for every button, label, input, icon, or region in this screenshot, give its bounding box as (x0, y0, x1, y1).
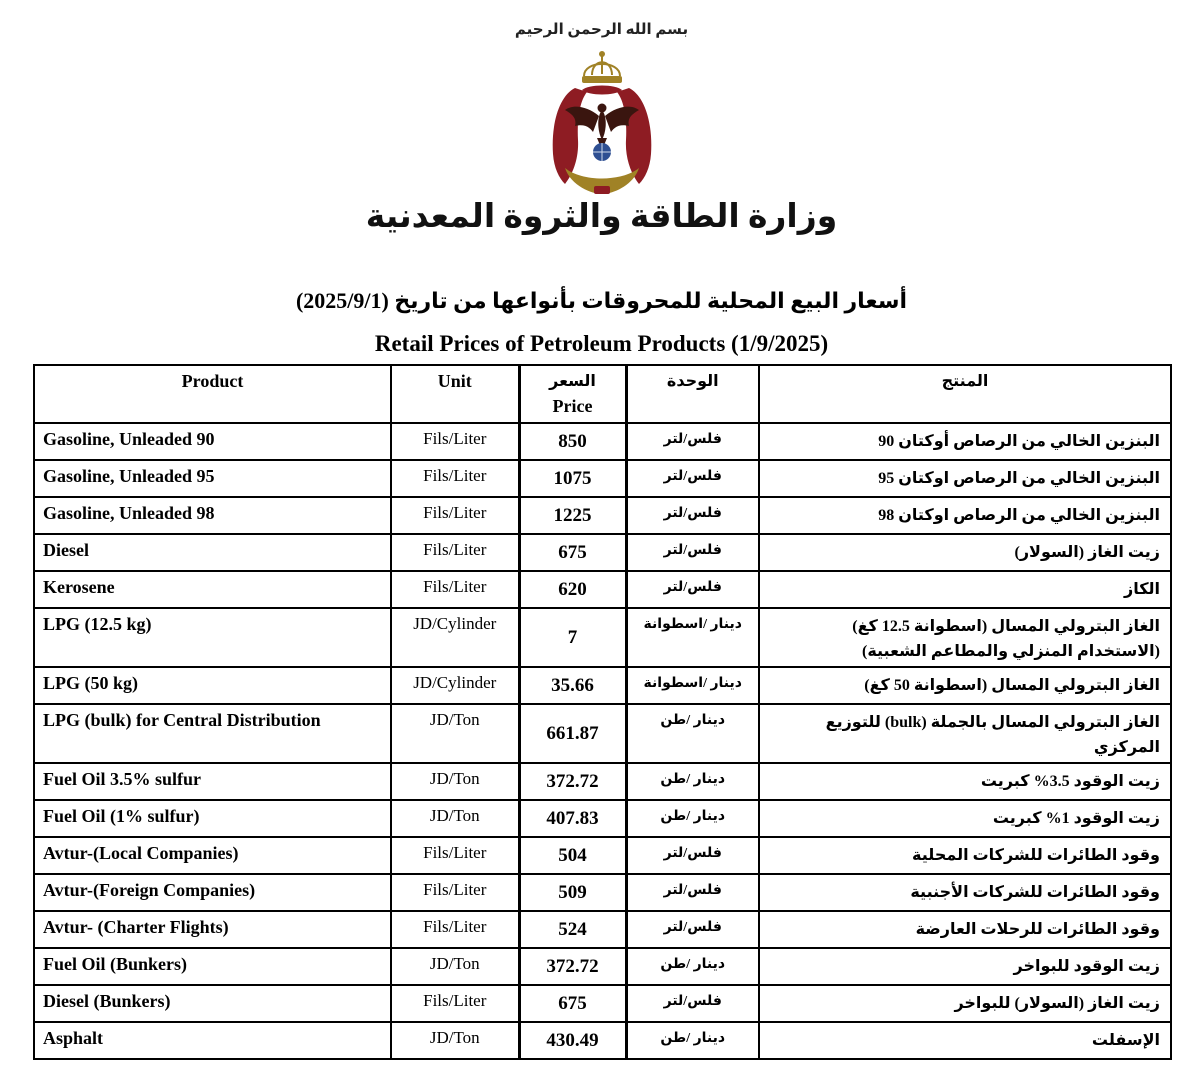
mantle-top (582, 86, 622, 95)
product-cell-ar: زيت الوقود 3.5% كبريت (759, 763, 1171, 800)
unit-cell-ar: دينار /اسطوانة (626, 667, 759, 704)
price-cell: 372.72 (519, 948, 626, 985)
unit-cell-ar: فلس/لتر (626, 460, 759, 497)
product-cell-ar: زيت الغاز (السولار) للبواخر (759, 985, 1171, 1022)
price-cell: 509 (519, 874, 626, 911)
table-header-row (34, 365, 1171, 423)
product-cell-ar: الكاز (759, 571, 1171, 608)
unit-cell-en: Fils/Liter (391, 571, 519, 608)
header-price (519, 365, 626, 423)
table-row (34, 911, 1171, 948)
price-cell: 407.83 (519, 800, 626, 837)
product-cell-en: Gasoline, Unleaded 98 (34, 497, 391, 534)
document-title-english: Retail Prices of Petroleum Products (1/9/2025) (374, 331, 829, 356)
product-cell-en: Kerosene (34, 571, 391, 608)
table-row (34, 667, 1171, 704)
price-cell: 850 (519, 423, 626, 460)
table-row (34, 704, 1171, 763)
product-cell-en: Fuel Oil 3.5% sulfur (34, 763, 391, 800)
table-row (34, 763, 1171, 800)
header-price-arabic: السعر (549, 373, 596, 390)
price-cell: 1075 (519, 460, 626, 497)
prices-table (33, 364, 1172, 1060)
price-cell: 430.49 (519, 1022, 626, 1059)
price-cell: 675 (519, 534, 626, 571)
price-cell: 1225 (519, 497, 626, 534)
product-cell-en: Diesel (Bunkers) (34, 985, 391, 1022)
table-row (34, 608, 1171, 667)
unit-cell-ar: فلس/لتر (626, 423, 759, 460)
unit-cell-ar: دينار /اسطوانة (626, 608, 759, 667)
product-cell-ar: وقود الطائرات للشركات الأجنبية (759, 874, 1171, 911)
unit-cell-en: Fils/Liter (391, 911, 519, 948)
emblem-container (0, 46, 1203, 196)
product-cell-ar: وقود الطائرات للشركات المحلية (759, 837, 1171, 874)
unit-cell-en: Fils/Liter (391, 874, 519, 911)
product-cell-en: Asphalt (34, 1022, 391, 1059)
table-row (34, 837, 1171, 874)
product-cell-en: Avtur-(Foreign Companies) (34, 874, 391, 911)
unit-cell-ar: دينار /طن (626, 704, 759, 763)
unit-cell-en: JD/Cylinder (391, 608, 519, 667)
table-row (34, 571, 1171, 608)
bismillah-calligraphy: بسم الله الرحمن الرحيم (514, 22, 689, 38)
table-row (34, 534, 1171, 571)
table-row (34, 1022, 1171, 1059)
product-cell-ar: زيت الوقود 1% كبريت (759, 800, 1171, 837)
mantle-right (617, 88, 651, 184)
product-cell-ar: الغاز البترولي المسال (اسطوانة 12.5 كغ) (الاستخدام المنزلي والمطاعم الشعبية) (759, 608, 1171, 667)
unit-cell-en: Fils/Liter (391, 534, 519, 571)
product-cell-en: Gasoline, Unleaded 90 (34, 423, 391, 460)
price-cell: 661.87 (519, 704, 626, 763)
price-cell: 372.72 (519, 763, 626, 800)
table-row (34, 460, 1171, 497)
ribbon-icon (594, 186, 610, 194)
unit-cell-en: JD/Ton (391, 948, 519, 985)
unit-cell-ar: فلس/لتر (626, 497, 759, 534)
product-cell-ar: وقود الطائرات للرحلات العارضة (759, 911, 1171, 948)
price-cell: 7 (519, 608, 626, 667)
product-cell-ar: الغاز البترولي المسال بالجملة (bulk) للتوزيع المركزي (759, 704, 1171, 763)
product-cell-en: Avtur-(Local Companies) (34, 837, 391, 874)
price-cell: 35.66 (519, 667, 626, 704)
prices-table-body (34, 423, 1171, 1059)
unit-cell-ar: فلس/لتر (626, 571, 759, 608)
price-cell: 504 (519, 837, 626, 874)
unit-cell-ar: فلس/لتر (626, 534, 759, 571)
unit-cell-ar: فلس/لتر (626, 985, 759, 1022)
unit-cell-en: JD/Ton (391, 1022, 519, 1059)
unit-cell-ar: فلس/لتر (626, 874, 759, 911)
product-cell-ar: الإسفلت (759, 1022, 1171, 1059)
crown-icon (584, 56, 620, 76)
unit-cell-en: Fils/Liter (391, 460, 519, 497)
product-cell-en: Fuel Oil (Bunkers) (34, 948, 391, 985)
ministry-name-calligraphy: وزارة الطاقة والثروة المعدنية (365, 199, 838, 235)
unit-cell-en: Fils/Liter (391, 497, 519, 534)
unit-cell-en: JD/Ton (391, 763, 519, 800)
table-row (34, 985, 1171, 1022)
unit-cell-en: Fils/Liter (391, 423, 519, 460)
product-cell-en: LPG (50 kg) (34, 667, 391, 704)
table-row (34, 874, 1171, 911)
product-cell-ar: البنزين الخالي من الرصاص اوكتان 95 (759, 460, 1171, 497)
header-product-en: Product (34, 365, 391, 423)
header-unit-ar: الوحدة (626, 365, 759, 423)
unit-cell-en: JD/Ton (391, 704, 519, 763)
unit-cell-ar: فلس/لتر (626, 837, 759, 874)
product-cell-en: Avtur- (Charter Flights) (34, 911, 391, 948)
jordan-coat-of-arms-icon (537, 46, 667, 196)
unit-cell-ar: دينار /طن (626, 800, 759, 837)
product-cell-en: LPG (12.5 kg) (34, 608, 391, 667)
product-cell-ar: الغاز البترولي المسال (اسطوانة 50 كغ) (759, 667, 1171, 704)
header-price-english: Price (552, 396, 593, 416)
price-cell: 620 (519, 571, 626, 608)
unit-cell-en: Fils/Liter (391, 837, 519, 874)
unit-cell-ar: دينار /طن (626, 763, 759, 800)
price-cell: 524 (519, 911, 626, 948)
product-cell-ar: البنزين الخالي من الرصاص أوكتان 90 (759, 423, 1171, 460)
header-product-ar: المنتج (759, 365, 1171, 423)
unit-cell-en: JD/Ton (391, 800, 519, 837)
document-title-arabic: أسعار البيع المحلية للمحروقات بأنواعها من تاريخ (2025/9/1) (295, 288, 908, 313)
product-cell-en: Gasoline, Unleaded 95 (34, 460, 391, 497)
product-cell-en: LPG (bulk) for Central Distribution (34, 704, 391, 763)
table-row (34, 497, 1171, 534)
unit-cell-ar: دينار /طن (626, 948, 759, 985)
table-row (34, 423, 1171, 460)
product-cell-en: Diesel (34, 534, 391, 571)
product-cell-en: Fuel Oil (1% sulfur) (34, 800, 391, 837)
price-cell: 675 (519, 985, 626, 1022)
unit-cell-en: Fils/Liter (391, 985, 519, 1022)
product-cell-ar: زيت الغاز (السولار) (759, 534, 1171, 571)
table-row (34, 948, 1171, 985)
unit-cell-en: JD/Cylinder (391, 667, 519, 704)
header-unit-en: Unit (391, 365, 519, 423)
unit-cell-ar: فلس/لتر (626, 911, 759, 948)
table-row (34, 800, 1171, 837)
unit-cell-ar: دينار /طن (626, 1022, 759, 1059)
product-cell-ar: البنزين الخالي من الرصاص اوكتان 98 (759, 497, 1171, 534)
mantle-left (552, 88, 586, 184)
product-cell-ar: زيت الوقود للبواخر (759, 948, 1171, 985)
